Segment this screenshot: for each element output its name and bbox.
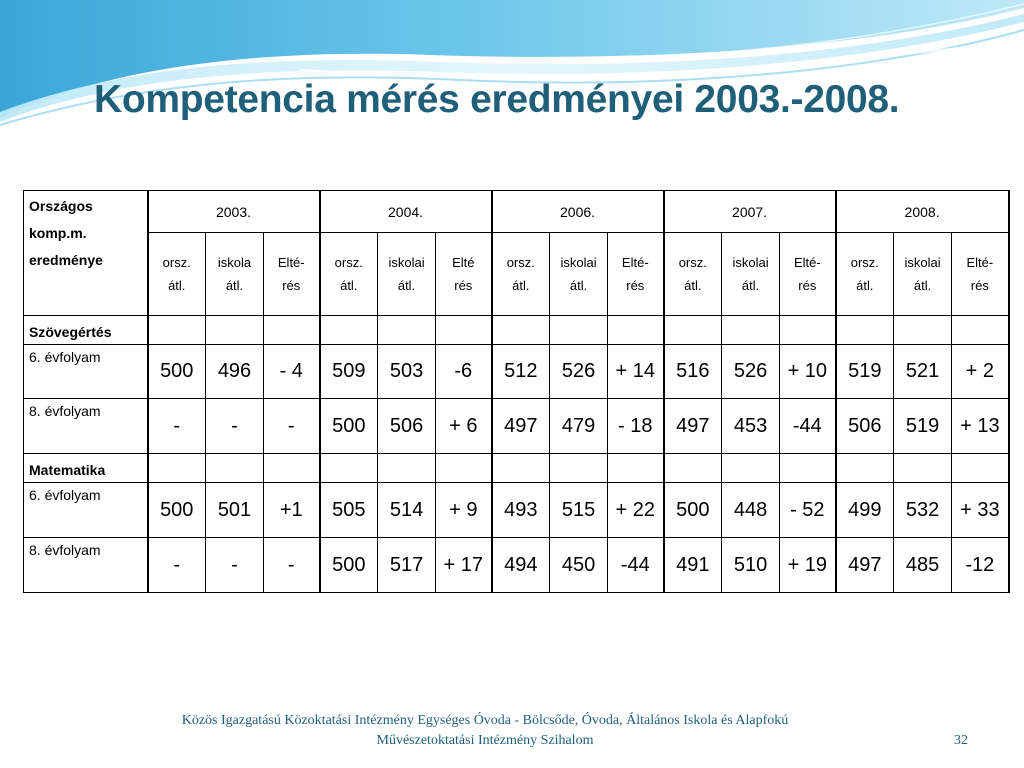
empty-cell <box>320 316 378 345</box>
section-label: Matematika <box>24 454 148 483</box>
value-cell: - <box>148 538 206 593</box>
subheader-line: Elté- <box>621 255 649 270</box>
value-cell: 516 <box>664 345 722 399</box>
column-subheader <box>722 233 780 316</box>
subheader-line: Elté- <box>277 255 305 270</box>
footer-line-1: Közös Igazgatású Közoktatási Intézmény Egységes Óvoda - Bölcsőde, Óvoda, Általános Iskola és Alapfokú <box>181 713 789 728</box>
value-cell: + 9 <box>436 483 492 538</box>
subheader-line: rés <box>282 278 301 293</box>
results-table <box>23 190 1010 593</box>
value-cell: 519 <box>836 345 894 399</box>
value-cell: 500 <box>148 345 206 399</box>
empty-cell <box>608 454 664 483</box>
empty-cell <box>206 316 264 345</box>
empty-cell <box>436 316 492 345</box>
empty-cell <box>550 316 608 345</box>
value-cell: 501 <box>206 483 264 538</box>
value-cell: 515 <box>550 483 608 538</box>
empty-cell <box>664 454 722 483</box>
subheader-line: orsz. <box>506 255 535 270</box>
value-cell: -44 <box>608 538 664 593</box>
year-header: 2007. <box>664 191 836 233</box>
subheader-line: Elté- <box>966 255 994 270</box>
value-cell: - 4 <box>264 345 320 399</box>
value-cell: +1 <box>264 483 320 538</box>
empty-cell <box>836 454 894 483</box>
empty-cell <box>722 454 780 483</box>
value-cell: 521 <box>894 345 952 399</box>
value-cell: 448 <box>722 483 780 538</box>
subheader-line: iskolai <box>732 255 769 270</box>
value-cell: -12 <box>952 538 1009 593</box>
value-cell: 505 <box>320 483 378 538</box>
row-label: 8. évfolyam <box>24 399 148 454</box>
value-cell: 526 <box>722 345 780 399</box>
value-cell: + 2 <box>952 345 1009 399</box>
value-cell: 494 <box>492 538 550 593</box>
value-cell: 497 <box>492 399 550 454</box>
value-cell: 500 <box>320 538 378 593</box>
subheader-line: átl. <box>913 278 932 293</box>
empty-cell <box>780 316 836 345</box>
value-cell: 453 <box>722 399 780 454</box>
empty-cell <box>608 316 664 345</box>
column-subheader <box>664 233 722 316</box>
empty-cell <box>550 454 608 483</box>
year-header: 2004. <box>320 191 492 233</box>
value-cell: -6 <box>436 345 492 399</box>
empty-cell <box>836 316 894 345</box>
value-cell: 517 <box>378 538 436 593</box>
value-cell: 497 <box>836 538 894 593</box>
subheader-line: átl. <box>168 278 186 293</box>
empty-cell <box>664 316 722 345</box>
year-header: 2008. <box>836 191 1009 233</box>
value-cell: 500 <box>664 483 722 538</box>
footer <box>0 711 970 751</box>
section-row <box>24 454 1009 483</box>
year-header: 2006. <box>492 191 664 233</box>
value-cell: - 52 <box>780 483 836 538</box>
value-cell: 510 <box>722 538 780 593</box>
corner-label-line: Országos <box>29 198 93 214</box>
section-label: Szövegértés <box>24 316 148 345</box>
column-subheader <box>148 233 206 316</box>
column-subheader <box>206 233 264 316</box>
column-subheader <box>550 233 608 316</box>
empty-cell <box>436 454 492 483</box>
empty-cell <box>780 454 836 483</box>
column-subheader <box>894 233 952 316</box>
empty-cell <box>952 316 1009 345</box>
subheader-line: rés <box>626 278 645 293</box>
value-cell: 491 <box>664 538 722 593</box>
value-cell: 532 <box>894 483 952 538</box>
subheader-line: orsz. <box>162 255 191 270</box>
subheader-line: átl. <box>397 278 416 293</box>
empty-cell <box>148 316 206 345</box>
column-subheader <box>836 233 894 316</box>
value-cell: + 33 <box>952 483 1009 538</box>
value-cell: 450 <box>550 538 608 593</box>
value-cell: + 13 <box>952 399 1009 454</box>
table-row <box>24 538 1009 593</box>
subheader-line: átl. <box>512 278 530 293</box>
row-label: 6. évfolyam <box>24 345 148 399</box>
value-cell: 506 <box>836 399 894 454</box>
subheader-line: átl. <box>684 278 702 293</box>
empty-cell <box>378 316 436 345</box>
subheader-line: iskolai <box>560 255 597 270</box>
subheader-line: orsz. <box>678 255 707 270</box>
value-cell: - <box>148 399 206 454</box>
empty-cell <box>894 454 952 483</box>
value-cell: 500 <box>148 483 206 538</box>
table-corner-label <box>24 191 148 316</box>
corner-label-line: komp.m. <box>29 225 87 241</box>
empty-cell <box>378 454 436 483</box>
subheader-line: rés <box>798 278 817 293</box>
value-cell: 514 <box>378 483 436 538</box>
subheader-line: Elté- <box>793 255 821 270</box>
subheader-line: átl. <box>569 278 588 293</box>
value-cell: - <box>206 399 264 454</box>
empty-cell <box>722 316 780 345</box>
value-cell: - 18 <box>608 399 664 454</box>
subheader-line: iskola <box>217 255 252 270</box>
column-subheader <box>952 233 1009 316</box>
table-row <box>24 483 1009 538</box>
subheader-line: átl. <box>856 278 874 293</box>
empty-cell <box>264 316 320 345</box>
year-header: 2003. <box>148 191 320 233</box>
row-label: 8. évfolyam <box>24 538 148 593</box>
value-cell: + 17 <box>436 538 492 593</box>
footer-line-2: Művészetoktatási Intézmény Szihalom <box>376 733 594 748</box>
value-cell: + 10 <box>780 345 836 399</box>
column-subheader <box>320 233 378 316</box>
value-cell: 503 <box>378 345 436 399</box>
section-row <box>24 316 1009 345</box>
value-cell: 493 <box>492 483 550 538</box>
value-cell: 526 <box>550 345 608 399</box>
subheader-line: rés <box>970 278 989 293</box>
empty-cell <box>492 316 550 345</box>
subheader-line: rés <box>454 278 473 293</box>
value-cell: 509 <box>320 345 378 399</box>
column-subheader <box>264 233 320 316</box>
subheader-line: orsz. <box>334 255 363 270</box>
column-subheader <box>780 233 836 316</box>
subheader-line: orsz. <box>850 255 879 270</box>
empty-cell <box>320 454 378 483</box>
empty-cell <box>492 454 550 483</box>
column-subheader <box>492 233 550 316</box>
column-subheader <box>436 233 492 316</box>
value-cell: 519 <box>894 399 952 454</box>
subheader-line: átl. <box>225 278 244 293</box>
empty-cell <box>264 454 320 483</box>
subheader-line: iskolai <box>388 255 425 270</box>
row-label: 6. évfolyam <box>24 483 148 538</box>
corner-label-line: eredménye <box>29 252 103 268</box>
subheader-line: átl. <box>340 278 358 293</box>
empty-cell <box>148 454 206 483</box>
subheader-line: átl. <box>741 278 760 293</box>
value-cell: + 14 <box>608 345 664 399</box>
empty-cell <box>952 454 1009 483</box>
value-cell: - <box>206 538 264 593</box>
value-cell: 496 <box>206 345 264 399</box>
value-cell: + 6 <box>436 399 492 454</box>
empty-cell <box>206 454 264 483</box>
empty-cell <box>894 316 952 345</box>
column-subheader <box>608 233 664 316</box>
value-cell: - <box>264 538 320 593</box>
value-cell: 485 <box>894 538 952 593</box>
value-cell: 499 <box>836 483 894 538</box>
value-cell: 497 <box>664 399 722 454</box>
value-cell: 500 <box>320 399 378 454</box>
value-cell: + 19 <box>780 538 836 593</box>
page-title: Kompetencia mérés eredményei 2003.-2008. <box>94 78 900 121</box>
value-cell: 479 <box>550 399 608 454</box>
value-cell: - <box>264 399 320 454</box>
page-number: 32 <box>954 733 968 748</box>
table-row <box>24 345 1009 399</box>
value-cell: 512 <box>492 345 550 399</box>
subheader-line: Elté <box>452 255 475 270</box>
value-cell: + 22 <box>608 483 664 538</box>
value-cell: 506 <box>378 399 436 454</box>
value-cell: -44 <box>780 399 836 454</box>
subheader-line: iskolai <box>904 255 941 270</box>
table-row <box>24 399 1009 454</box>
column-subheader <box>378 233 436 316</box>
